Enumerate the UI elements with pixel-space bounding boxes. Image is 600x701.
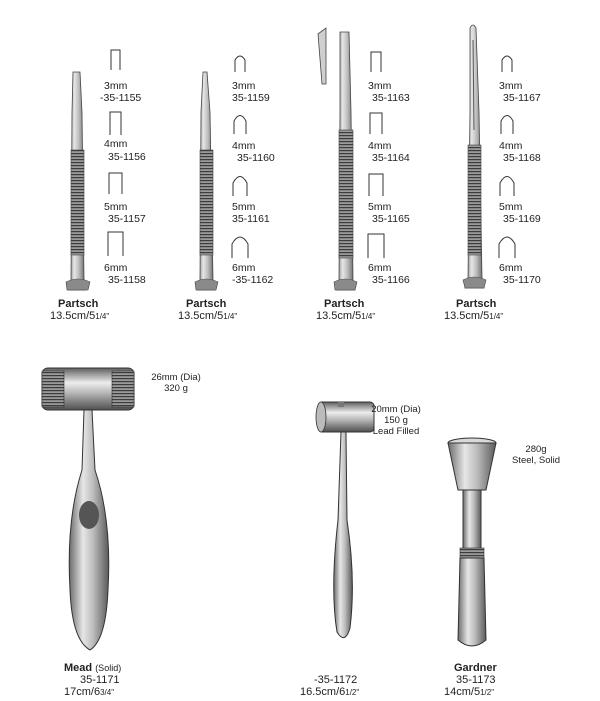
chisel-3-tip-1-size: 3mm [368,80,392,92]
chisel-3-tip-1-code: 35-1163 [372,92,410,104]
gardner-spec-weight: 280g [525,444,547,455]
chisel-1-tip-2-code: 35-1156 [108,151,146,163]
chisel-1-tip-4-size: 6mm [104,262,128,274]
chisel-3-tip-4-size: 6mm [368,262,392,274]
chisel-2-tip-4-size: 6mm [232,262,256,274]
chisel-1-name: Partsch [58,298,99,310]
chisel-2-tip-2-size: 4mm [232,140,256,152]
chisel-4-name: Partsch [456,298,497,310]
mead-length: 17cm/63/4" [64,686,115,698]
small-mallet-drawing [316,402,374,638]
chisel-1-length: 13.5cm/51/4" [50,310,110,322]
small-mallet-spec-fill: Lead Filled [372,426,420,437]
chisel-2-tip-2-code: 35-1160 [237,152,275,164]
chisel-2-name: Partsch [186,298,227,310]
chisel-4-tip-1-code: 35-1167 [503,92,541,104]
chisel-4-length: 13.5cm/51/4" [444,310,504,322]
mead-name: Mead (Solid) [64,662,122,674]
chisel-1-tip-1-code: -35-1155 [100,92,142,104]
chisel-4-tip-3-code: 35-1169 [503,213,541,225]
gardner-name: Gardner [454,662,497,674]
chisel-1-drawing [66,72,90,290]
chisel-3-tip-2-code: 35-1164 [372,152,410,164]
chisel-1-tip-3-size: 5mm [104,201,128,213]
chisel-3-drawing [318,28,357,290]
chisel-1-tip-4-code: 35-1158 [108,274,146,286]
mead-mallet-drawing [42,368,134,650]
mead-spec [140,372,212,394]
chisel-2-tip-3-code: 35-1161 [232,213,270,225]
mead-spec-diameter: 26mm (Dia) [151,372,201,383]
gardner-length: 14cm/51/2" [444,686,495,698]
chisel-4-tip-3-size: 5mm [499,201,523,213]
mead-spec-weight: 320 g [164,383,188,394]
small-mallet-spec-weight: 150 g [384,415,408,426]
small-mallet-code: -35-1172 [314,674,358,686]
chisel-4-tip-2-code: 35-1168 [503,152,541,164]
chisel-3-name: Partsch [324,298,365,310]
chisel-1-tip-2-size: 4mm [104,138,128,150]
chisel-1-tip-1-size: 3mm [104,80,128,92]
gardner-mallet-drawing [448,438,496,646]
chisel-3-tip-2-size: 4mm [368,140,392,152]
gardner-spec [506,444,566,466]
chisel-2-tip-1-size: 3mm [232,80,256,92]
chisel-3-tip-4-code: 35-1166 [372,274,410,286]
chisel-4-drawing [463,25,486,288]
chisel-3-tip-3-size: 5mm [368,201,392,213]
chisel-4-tip-1-size: 3mm [499,80,523,92]
chisel-2-tip-1-code: 35-1159 [232,92,270,104]
small-mallet-spec-diameter: 20mm (Dia) [371,404,421,415]
chisel-4-tip-2-size: 4mm [499,140,523,152]
gardner-spec-material: Steel, Solid [511,455,561,466]
small-mallet-length: 16.5cm/61/2" [300,686,360,698]
chisel-2-tip-4-code: -35-1162 [232,274,274,286]
mead-code: 35-1171 [80,674,120,686]
chisel-3-length: 13.5cm/51/4" [316,310,376,322]
small-mallet-spec [364,404,428,437]
chisel-4-tip-4-code: 35-1170 [503,274,541,286]
gardner-code: 35-1173 [456,674,496,686]
chisel-4-tip-4-size: 6mm [499,262,523,274]
chisel-2-length: 13.5cm/51/4" [178,310,238,322]
chisel-3-tip-3-code: 35-1165 [372,213,410,225]
chisel-1-tip-3-code: 35-1157 [108,213,146,225]
chisel-2-drawing [195,72,218,290]
chisel-2-tip-3-size: 5mm [232,201,256,213]
